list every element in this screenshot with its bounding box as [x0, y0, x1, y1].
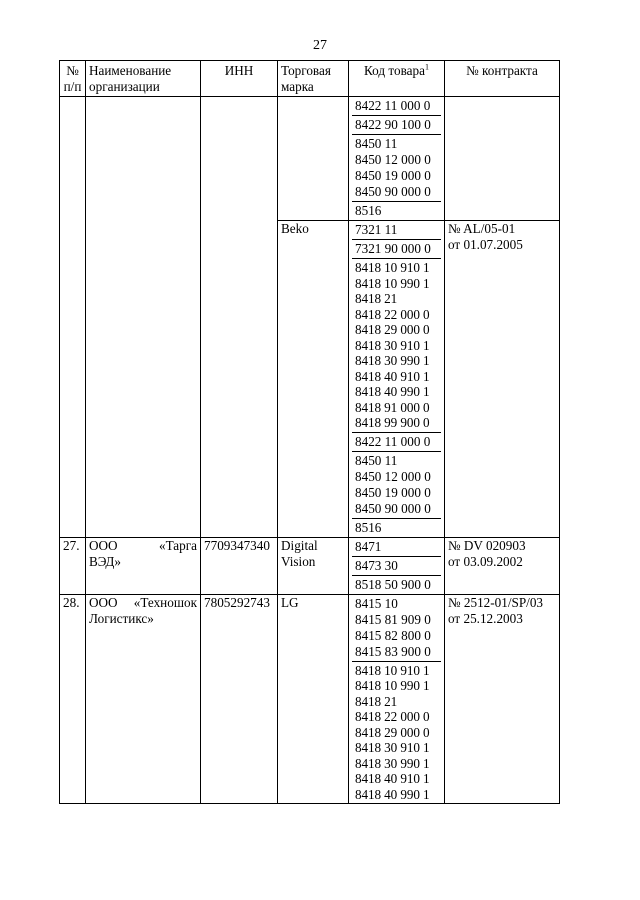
cell-organization-28 [86, 594, 201, 804]
product-code: 8450 11 [355, 136, 398, 151]
header-product-code-label: Код товара [364, 63, 425, 78]
organization-name-part2-28: Логистикс» [89, 610, 154, 626]
cell-contract-continued [445, 97, 560, 221]
product-code: 8450 19 000 0 [355, 484, 431, 500]
trademark-line2-27: Vision [281, 553, 316, 569]
cell-codes-27 [349, 537, 445, 594]
header-contract-label: № контракта [466, 63, 538, 78]
product-code: 8418 10 990 1 [355, 678, 430, 693]
table-row-28 [60, 594, 560, 804]
cell-number-28: 28. [60, 594, 86, 804]
table-row-27 [60, 537, 560, 594]
product-code: 8450 12 000 0 [355, 152, 431, 167]
contract-number-28: № 2512-01/SP/03 [448, 594, 544, 610]
product-code: 7321 11 [355, 222, 398, 237]
cell-inn-28: 7805292743 [201, 594, 278, 804]
contract-number-beko: № AL/05-01 [448, 221, 516, 236]
product-code: 8418 99 900 0 [355, 415, 430, 430]
header-product-code [349, 61, 445, 97]
product-code: 8418 30 910 1 [355, 740, 430, 755]
code-group [352, 221, 441, 239]
cell-organization-27 [86, 537, 201, 594]
product-code: 8418 21 [355, 291, 398, 306]
code-group [352, 115, 441, 134]
product-code: 8422 11 000 0 [355, 98, 431, 113]
product-code: 8418 40 910 1 [355, 771, 430, 786]
cell-trademark-28: LG [278, 594, 349, 804]
organization-name-part1-27: «Тарга [158, 537, 197, 553]
code-group [352, 661, 441, 804]
product-code: 8415 81 909 0 [355, 611, 431, 627]
cell-contract-beko [445, 221, 560, 538]
product-code: 8415 82 800 0 [355, 627, 431, 643]
code-group [352, 575, 441, 594]
product-code: 8415 83 900 0 [355, 643, 431, 659]
product-code: 8418 30 910 1 [355, 337, 430, 353]
contract-date-28: от 25.12.2003 [448, 610, 523, 626]
trademark-line1-27: Digital [281, 537, 318, 553]
cell-codes-beko [349, 221, 445, 538]
product-code: 8418 29 000 0 [355, 322, 430, 337]
code-group [352, 595, 441, 661]
product-code: 8418 22 000 0 [355, 709, 430, 724]
product-code: 8418 29 000 0 [355, 724, 430, 740]
product-code: 8450 90 000 0 [355, 184, 431, 199]
product-code: 8418 10 990 1 [355, 275, 430, 291]
cell-number-continued [60, 97, 86, 538]
table-header-row [60, 61, 560, 97]
product-code: 8516 [355, 519, 382, 535]
code-group [352, 258, 441, 432]
table-row-continuation [60, 97, 560, 221]
header-inn [201, 61, 278, 97]
product-code: 8422 11 000 0 [355, 433, 431, 449]
header-number [60, 61, 86, 97]
header-number-line1: № [66, 63, 79, 78]
product-code: 8450 90 000 0 [355, 500, 431, 516]
product-code: 8473 30 [355, 557, 398, 573]
organization-form-27: ООО [89, 537, 118, 553]
product-code: 8418 30 990 1 [355, 353, 430, 368]
contract-number-27: № DV 020903 [448, 537, 526, 553]
organization-name-part2-27: ВЭД» [89, 553, 121, 569]
cell-inn-27: 7709347340 [201, 537, 278, 594]
product-code: 8418 22 000 0 [355, 306, 430, 322]
product-code: 8418 10 910 1 [355, 662, 430, 678]
code-group [352, 201, 441, 220]
product-code: 8516 [355, 203, 382, 218]
header-organization [86, 61, 201, 97]
goods-registry-table [59, 60, 560, 804]
page-number: 27 [313, 38, 327, 53]
header-number-line2: п/п [63, 79, 82, 94]
code-group [352, 556, 441, 575]
product-code: 8518 50 900 0 [355, 576, 431, 592]
code-group [352, 432, 441, 451]
organization-name-part1-28: «Техношок [133, 594, 197, 610]
contract-date-27: от 03.09.2002 [448, 553, 523, 569]
cell-contract-28 [445, 594, 560, 804]
code-group [352, 239, 441, 258]
product-code: 8418 40 990 1 [355, 786, 430, 802]
code-group [352, 538, 441, 556]
contract-date-beko: от 01.07.2005 [448, 237, 523, 252]
product-code: 8450 12 000 0 [355, 468, 431, 484]
header-organization-line1: Наименование [89, 63, 172, 78]
cell-trademark-continued [278, 97, 349, 221]
product-code: 8418 30 990 1 [355, 755, 430, 771]
product-code: 8450 11 [355, 452, 398, 468]
header-organization-line2: организации [89, 79, 160, 94]
product-code: 8418 91 000 0 [355, 399, 430, 415]
cell-inn-continued [201, 97, 278, 538]
header-trademark-line1: Торговая [281, 63, 331, 78]
cell-trademark-27 [278, 537, 349, 594]
product-code: 8450 19 000 0 [355, 168, 431, 183]
product-code: 8418 21 [355, 693, 398, 709]
product-code: 7321 90 000 0 [355, 241, 431, 256]
cell-codes-28 [349, 594, 445, 804]
header-trademark-line2: марка [281, 79, 314, 94]
organization-form-28: ООО [89, 594, 118, 610]
cell-trademark-beko: Beko [278, 221, 349, 538]
cell-organization-continued [86, 97, 201, 538]
cell-number-27: 27. [60, 537, 86, 594]
code-group [352, 134, 441, 201]
header-contract [445, 61, 560, 97]
code-group [352, 518, 441, 537]
cell-codes-block1 [349, 97, 445, 221]
product-code: 8418 10 910 1 [355, 260, 430, 275]
product-code: 8418 40 910 1 [355, 368, 430, 384]
product-code: 8471 [355, 538, 382, 554]
code-group [352, 451, 441, 518]
footnote-marker: 1 [424, 62, 429, 72]
cell-contract-27 [445, 537, 560, 594]
organization-line1-27 [89, 538, 197, 554]
code-group [352, 97, 441, 115]
header-trademark [278, 61, 349, 97]
organization-line1-28 [89, 595, 197, 611]
product-code: 8422 90 100 0 [355, 117, 431, 132]
product-code: 8418 40 990 1 [355, 384, 430, 399]
header-inn-label: ИНН [224, 63, 254, 78]
product-code: 8415 10 [355, 595, 398, 611]
